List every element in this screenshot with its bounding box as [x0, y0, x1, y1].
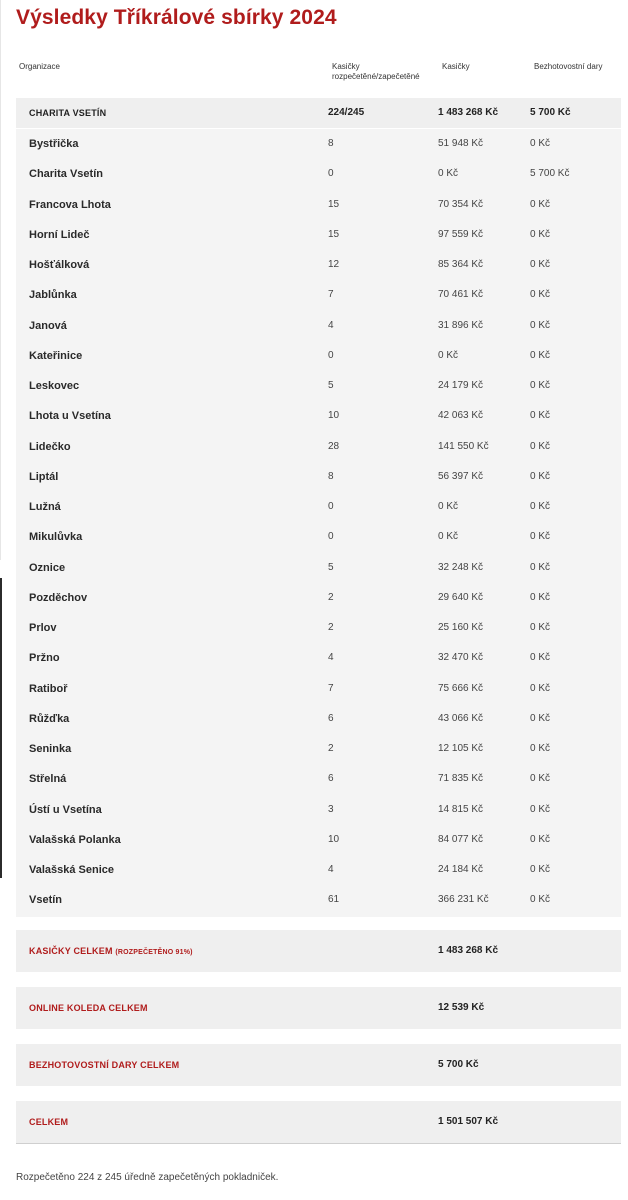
row-cashless-donations: 0 Kč — [530, 349, 551, 361]
total-grand-value: 1 501 507 Kč — [438, 1116, 499, 1127]
row-boxes-count: 6 — [328, 712, 334, 724]
row-boxes-count: 0 — [328, 531, 334, 543]
row-cashless-donations: 0 Kč — [530, 591, 551, 603]
row-boxes-amount: 43 066 Kč — [438, 712, 484, 724]
total-cashless-value: 5 700 Kč — [438, 1059, 479, 1070]
row-organization: Valašská Polanka — [29, 833, 121, 846]
table-row — [16, 371, 621, 401]
row-boxes-amount: 141 550 Kč — [438, 440, 489, 452]
table-row — [16, 129, 621, 159]
row-boxes-count: 7 — [328, 682, 334, 694]
row-organization: Jablůnka — [29, 289, 77, 302]
row-cashless-donations: 0 Kč — [530, 289, 551, 301]
row-boxes-amount: 29 640 Kč — [438, 591, 484, 603]
page-edge-bar — [0, 578, 2, 878]
row-organization: Lužná — [29, 501, 61, 513]
summary-donations: 5 700 Kč — [530, 107, 571, 118]
total-grand-label: CELKEM — [29, 1117, 69, 1127]
table-row — [16, 764, 621, 794]
table-row — [16, 553, 621, 583]
row-cashless-donations: 0 Kč — [530, 501, 551, 512]
row-boxes-amount: 31 896 Kč — [438, 319, 484, 331]
table-row — [16, 341, 621, 371]
summary-org: CHARITA VSETÍN — [29, 108, 107, 118]
row-cashless-donations: 0 Kč — [530, 410, 551, 422]
row-organization: Leskovec — [29, 380, 80, 392]
row-organization: Lhota u Vsetína — [29, 410, 111, 423]
table-row — [16, 855, 621, 885]
row-boxes-count: 4 — [328, 652, 334, 664]
row-boxes-amount: 84 077 Kč — [438, 833, 484, 845]
row-boxes-amount: 85 364 Kč — [438, 259, 484, 270]
total-boxes-label — [29, 930, 193, 974]
row-cashless-donations: 5 700 Kč — [530, 168, 570, 180]
row-boxes-count: 2 — [328, 743, 334, 754]
header-boxes-count-line1: Kasičky — [332, 62, 360, 71]
row-cashless-donations: 0 Kč — [530, 319, 551, 331]
row-cashless-donations: 0 Kč — [530, 803, 551, 815]
row-organization: Charita Vsetín — [29, 168, 103, 181]
row-organization: Mikulůvka — [29, 531, 83, 544]
row-cashless-donations: 0 Kč — [530, 864, 551, 875]
row-boxes-count: 12 — [328, 259, 340, 270]
row-boxes-count: 15 — [328, 198, 340, 210]
total-boxes-label-main: KASIČKY CELKEM — [29, 946, 113, 956]
row-boxes-count: 61 — [328, 894, 340, 906]
row-boxes-amount: 24 179 Kč — [438, 380, 484, 391]
row-cashless-donations: 0 Kč — [530, 622, 551, 633]
table-row — [16, 190, 621, 220]
row-boxes-amount: 24 184 Kč — [438, 864, 484, 875]
row-organization: Ratiboř — [29, 682, 68, 695]
row-organization: Ústí u Vsetína — [29, 803, 102, 816]
row-boxes-count: 15 — [328, 228, 340, 240]
total-boxes — [16, 930, 621, 972]
summary-amount: 1 483 268 Kč — [438, 107, 499, 118]
row-boxes-count: 8 — [328, 470, 334, 482]
table-row — [16, 613, 621, 643]
total-cashless-label: BEZHOTOVOSTNÍ DARY CELKEM — [29, 1060, 180, 1070]
row-cashless-donations: 0 Kč — [530, 833, 551, 845]
table-row — [16, 462, 621, 492]
row-cashless-donations: 0 Kč — [530, 531, 551, 543]
table-row — [16, 643, 621, 673]
row-boxes-amount: 366 231 Kč — [438, 894, 489, 906]
row-boxes-amount: 0 Kč — [438, 531, 459, 543]
row-organization: Vsetín — [29, 894, 63, 907]
row-cashless-donations: 0 Kč — [530, 138, 551, 149]
row-cashless-donations: 0 Kč — [530, 894, 551, 906]
row-boxes-count: 28 — [328, 440, 340, 452]
table-row — [16, 280, 621, 310]
row-organization: Hošťálková — [29, 259, 90, 271]
header-cashless-donations: Bezhotovostní dary — [534, 62, 603, 71]
table-row — [16, 220, 621, 250]
total-cashless — [16, 1044, 621, 1086]
row-boxes-count: 2 — [328, 622, 334, 633]
row-cashless-donations: 0 Kč — [530, 561, 551, 573]
row-boxes-amount: 14 815 Kč — [438, 803, 484, 815]
row-boxes-count: 5 — [328, 561, 334, 573]
row-cashless-donations: 0 Kč — [530, 440, 551, 452]
row-boxes-count: 0 — [328, 168, 334, 180]
row-boxes-count: 0 — [328, 349, 334, 361]
row-organization: Bystřička — [29, 138, 79, 150]
header-boxes-count — [332, 62, 442, 82]
row-cashless-donations: 0 Kč — [530, 380, 551, 391]
page-edge-line — [0, 0, 1, 560]
row-boxes-amount: 70 461 Kč — [438, 289, 484, 301]
row-organization: Liptál — [29, 470, 59, 483]
row-organization: Růžďka — [29, 712, 70, 725]
row-boxes-count: 10 — [328, 833, 340, 845]
row-boxes-count: 2 — [328, 591, 334, 603]
row-organization: Kateřinice — [29, 349, 83, 362]
row-boxes-amount: 32 470 Kč — [438, 652, 484, 664]
row-organization: Prlov — [29, 622, 57, 634]
row-boxes-amount: 97 559 Kč — [438, 228, 484, 240]
total-online-label: ONLINE KOLEDA CELKEM — [29, 1003, 148, 1013]
row-organization: Horní Lideč — [29, 228, 90, 241]
row-boxes-count: 0 — [328, 501, 334, 512]
table-row — [16, 311, 621, 341]
row-boxes-amount: 75 666 Kč — [438, 682, 484, 694]
row-boxes-count: 7 — [328, 289, 334, 301]
total-boxes-value: 1 483 268 Kč — [438, 945, 499, 956]
table-row — [16, 704, 621, 734]
row-boxes-count: 4 — [328, 864, 334, 875]
table-row — [16, 401, 621, 431]
row-boxes-count: 8 — [328, 138, 334, 149]
row-boxes-amount: 56 397 Kč — [438, 470, 484, 482]
header-boxes-amount: Kasičky — [442, 62, 470, 71]
row-organization: Lidečko — [29, 440, 71, 453]
table-row — [16, 885, 621, 915]
total-grand — [16, 1101, 621, 1144]
row-boxes-amount: 51 948 Kč — [438, 138, 484, 149]
row-cashless-donations: 0 Kč — [530, 259, 551, 270]
total-online-value: 12 539 Kč — [438, 1002, 485, 1013]
row-cashless-donations: 0 Kč — [530, 228, 551, 240]
row-boxes-count: 6 — [328, 773, 334, 785]
row-organization: Střelná — [29, 773, 67, 786]
table-header — [16, 62, 621, 96]
row-boxes-amount: 0 Kč — [438, 501, 459, 512]
row-boxes-amount: 25 160 Kč — [438, 622, 484, 633]
table-row — [16, 825, 621, 855]
row-organization: Pržno — [29, 652, 60, 665]
row-organization: Oznice — [29, 561, 66, 574]
table-row — [16, 734, 621, 764]
row-organization: Janová — [29, 319, 67, 332]
table-row — [16, 674, 621, 704]
row-boxes-amount: 71 835 Kč — [438, 773, 484, 785]
row-boxes-count: 10 — [328, 410, 340, 422]
row-cashless-donations: 0 Kč — [530, 652, 551, 664]
total-online — [16, 987, 621, 1029]
header-organization: Organizace — [19, 62, 60, 71]
table-row — [16, 159, 621, 189]
page-title: Výsledky Tříkrálové sbírky 2024 — [16, 6, 337, 29]
row-organization: Seninka — [29, 743, 72, 755]
row-cashless-donations: 0 Kč — [530, 198, 551, 210]
row-cashless-donations: 0 Kč — [530, 743, 551, 754]
row-cashless-donations: 0 Kč — [530, 773, 551, 785]
row-cashless-donations: 0 Kč — [530, 470, 551, 482]
footnote: Rozpečetěno 224 z 245 úředně zapečetěných pokladniček. — [16, 1172, 279, 1183]
row-boxes-amount: 32 248 Kč — [438, 561, 484, 573]
row-cashless-donations: 0 Kč — [530, 682, 551, 694]
summary-count: 224/245 — [328, 107, 365, 118]
row-boxes-amount: 42 063 Kč — [438, 410, 484, 422]
row-cashless-donations: 0 Kč — [530, 712, 551, 724]
table-row — [16, 522, 621, 552]
table-row — [16, 583, 621, 613]
row-boxes-count: 3 — [328, 803, 334, 815]
summary-row — [16, 98, 621, 128]
row-boxes-amount: 0 Kč — [438, 168, 459, 180]
row-boxes-count: 5 — [328, 380, 334, 391]
results-table-body — [16, 129, 621, 917]
row-boxes-amount: 70 354 Kč — [438, 198, 484, 210]
row-boxes-count: 4 — [328, 319, 334, 331]
table-row — [16, 492, 621, 522]
row-organization: Valašská Senice — [29, 864, 115, 876]
row-boxes-amount: 0 Kč — [438, 349, 459, 361]
header-boxes-count-line2: rozpečetěné/zapečetěné — [332, 72, 420, 81]
row-organization: Francova Lhota — [29, 198, 111, 211]
total-boxes-label-sub: (ROZPEČETĚNO 91%) — [115, 949, 193, 956]
table-row — [16, 795, 621, 825]
row-organization: Pozděchov — [29, 591, 88, 604]
table-row — [16, 250, 621, 280]
table-row — [16, 432, 621, 462]
row-boxes-amount: 12 105 Kč — [438, 743, 484, 754]
